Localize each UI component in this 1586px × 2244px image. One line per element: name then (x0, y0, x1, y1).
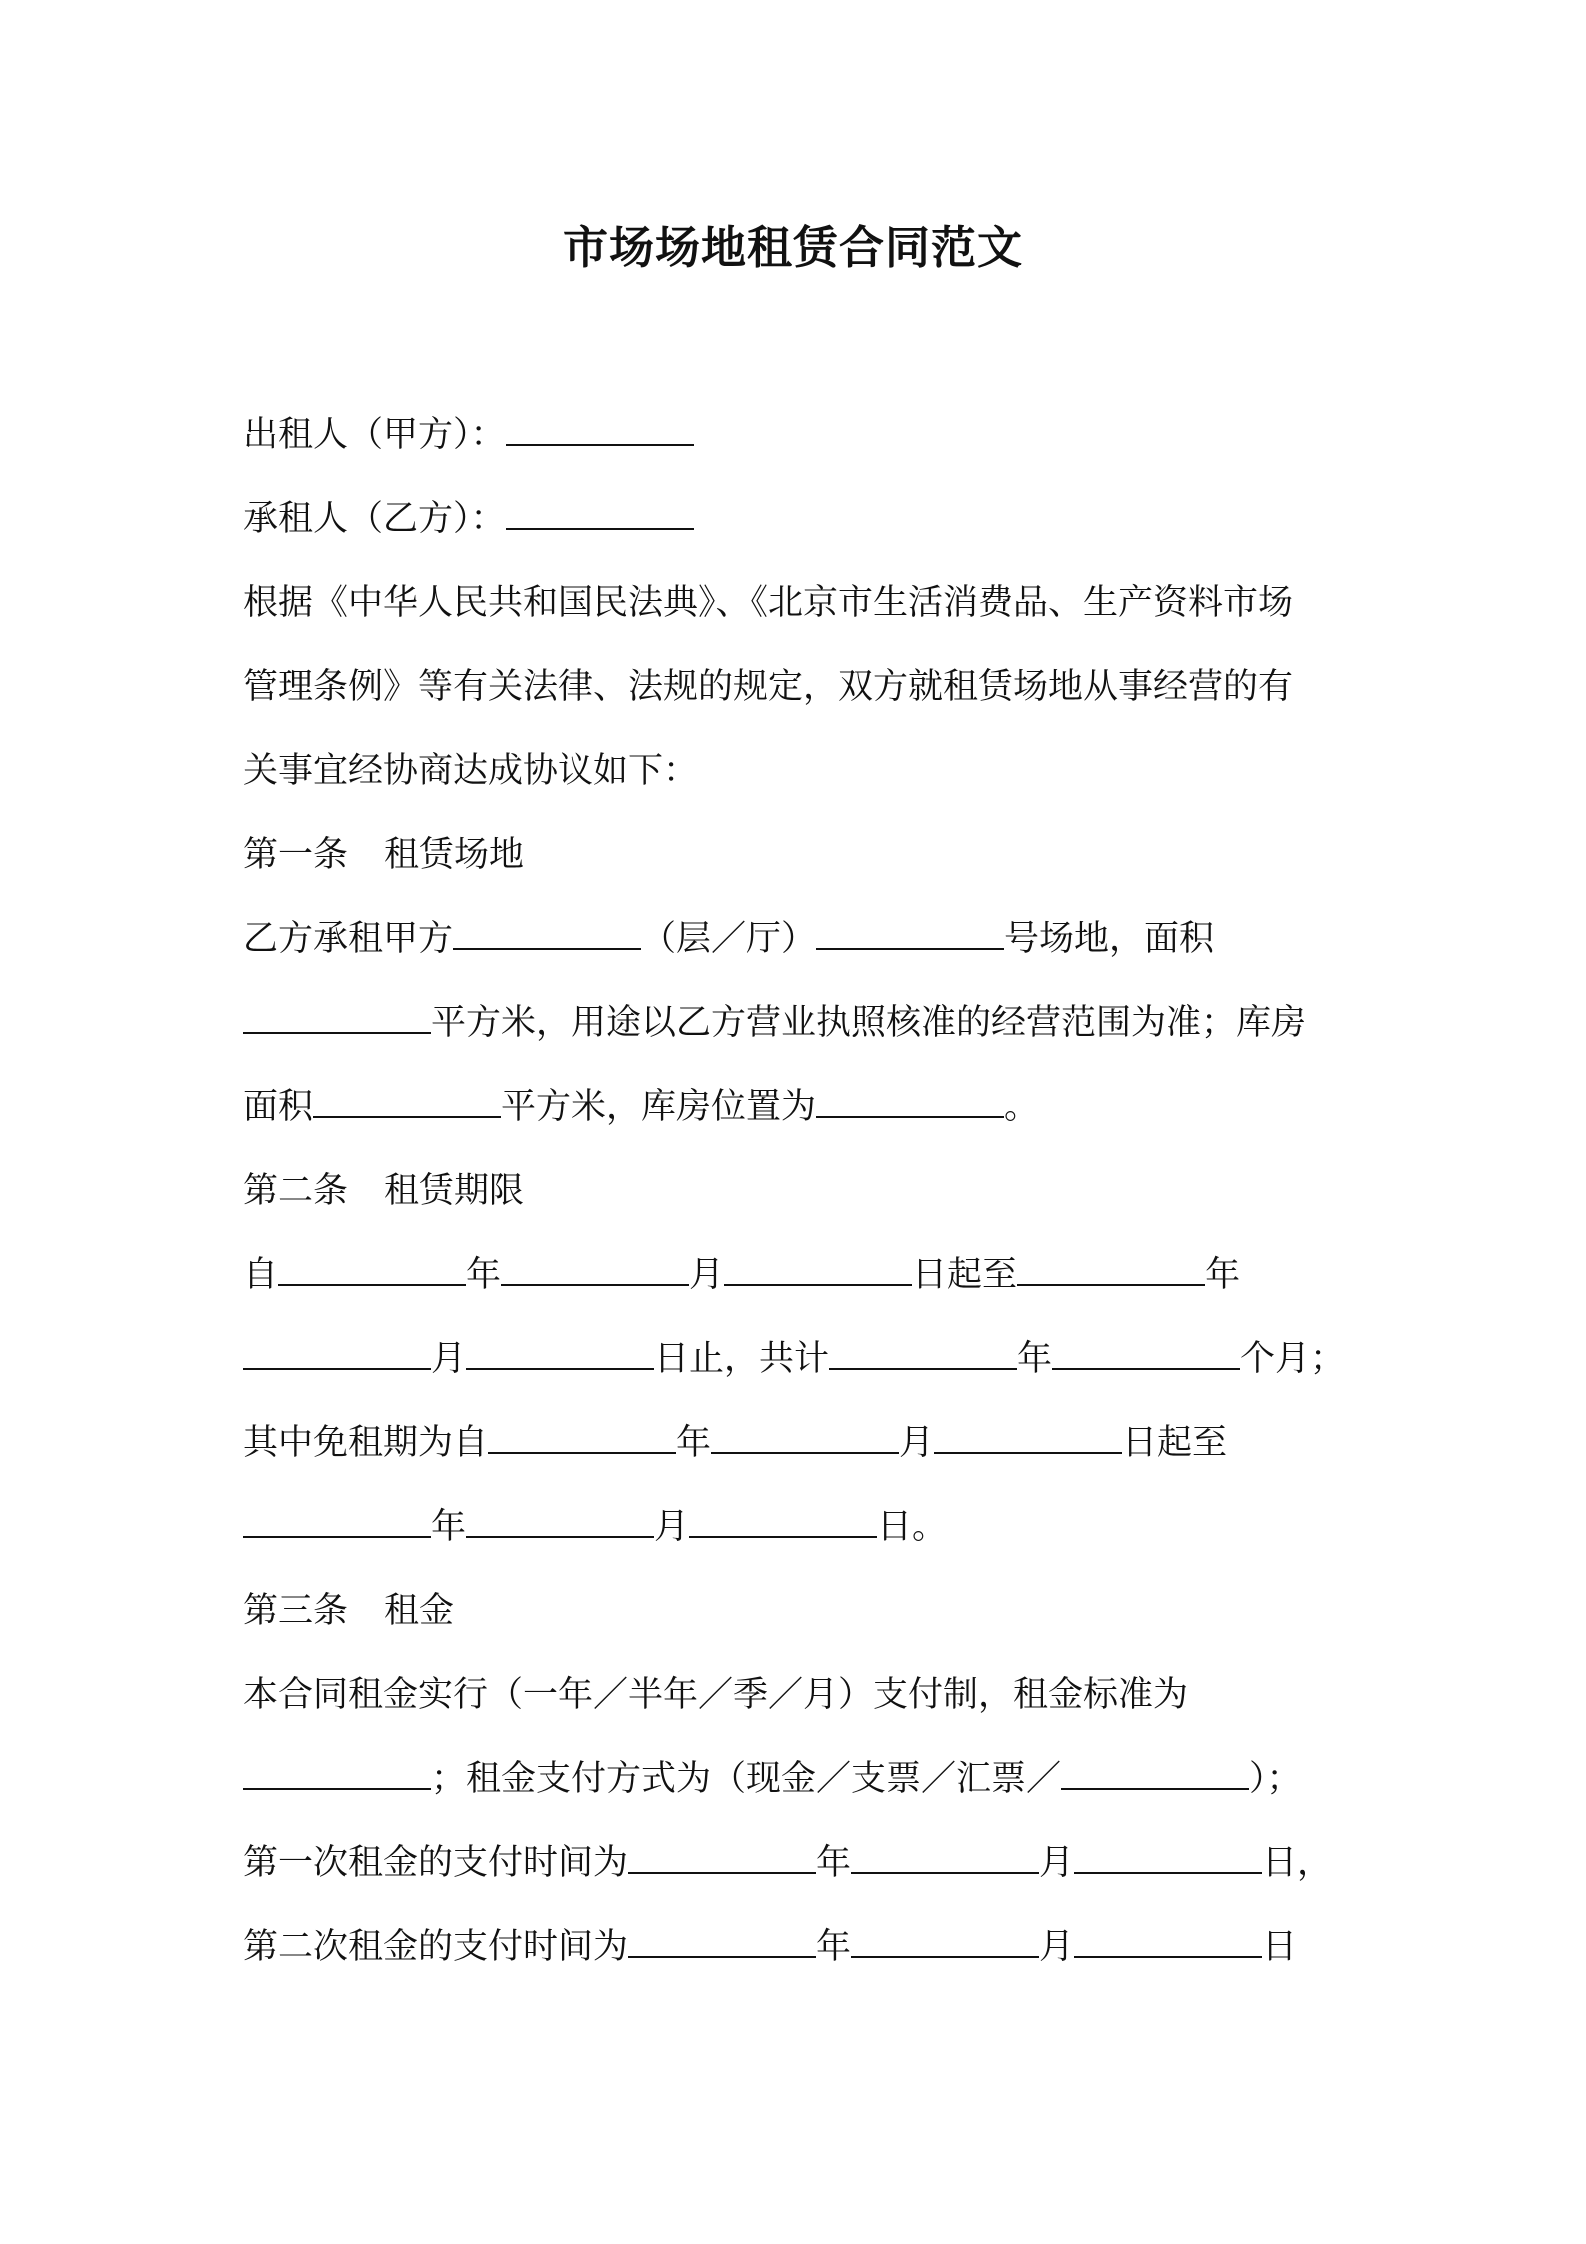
clause-text: 自 (243, 1255, 279, 1295)
article-2-line-3 (243, 1418, 1363, 1468)
clause-text: 年 (676, 1423, 712, 1463)
clause-text: 日止，共计 (654, 1339, 830, 1379)
date-blank (466, 1508, 654, 1538)
site-number-blank (816, 920, 1004, 950)
clause-text: 日。 (877, 1507, 948, 1547)
article-3-line-3 (243, 1838, 1363, 1888)
duration-months-blank (1052, 1340, 1240, 1370)
clause-text: （层／厅） (641, 919, 817, 959)
clause-text: 面积 (243, 1087, 314, 1127)
article-1-line-1 (243, 914, 1363, 964)
article-3-title: 租金 (384, 1591, 455, 1631)
date-blank (1074, 1928, 1262, 1958)
clause-text: 日起至 (1122, 1423, 1228, 1463)
preamble-line-2: 管理条例》等有关法律、法规的规定，双方就租赁场地从事经营的有 (243, 667, 1294, 707)
article-2-line-4 (243, 1502, 1363, 1552)
area-blank (243, 1004, 431, 1034)
clause-text: 月 (1039, 1927, 1075, 1967)
clause-text: 第一次租金的支付时间为 (243, 1843, 629, 1883)
date-blank (934, 1424, 1122, 1454)
clause-text: 日起至 (912, 1255, 1018, 1295)
lessee-label: 承租人（乙方）： (243, 499, 506, 539)
date-blank (628, 1928, 816, 1958)
date-blank (689, 1508, 877, 1538)
preamble-line-1: 根据《中华人民共和国民法典》、《北京市生活消费品、生产资料市场 (243, 583, 1294, 623)
clause-text: ）； (1249, 1759, 1302, 1799)
article-1-title: 租赁场地 (384, 835, 525, 875)
clause-text: 年 (816, 1927, 852, 1967)
article-2-line-1 (243, 1250, 1363, 1300)
clause-text: 第二次租金的支付时间为 (243, 1927, 629, 1967)
date-blank (851, 1844, 1039, 1874)
clause-text: 日 (1262, 1927, 1298, 1967)
article-2-number: 第二条 (243, 1171, 349, 1211)
article-1-line-3 (243, 1082, 1363, 1132)
lessee-blank (506, 500, 694, 530)
article-3-heading (243, 1586, 1363, 1636)
article-1-heading (243, 830, 1363, 880)
clause-text: 。 (1004, 1087, 1040, 1127)
clause-text: 个月； (1240, 1339, 1346, 1379)
warehouse-area-blank (313, 1088, 501, 1118)
date-blank (711, 1424, 899, 1454)
clause-text: 年 (1017, 1339, 1053, 1379)
date-blank (1017, 1256, 1205, 1286)
clause-text: ；租金支付方式为（现金／支票／汇票／ (431, 1759, 1062, 1799)
clause-text: 月 (689, 1255, 725, 1295)
article-2-heading (243, 1166, 1363, 1216)
article-3-line-2 (243, 1754, 1363, 1804)
lessee-line (243, 494, 1363, 544)
clause-text: 平方米，用途以乙方营业执照核准的经营范围为准；库房 (431, 1003, 1307, 1043)
article-3-number: 第三条 (243, 1591, 349, 1631)
date-blank (243, 1340, 431, 1370)
warehouse-location-blank (816, 1088, 1004, 1118)
article-3-line-1: 本合同租金实行（一年／半年／季／月）支付制，租金标准为 (243, 1675, 1189, 1715)
clause-text: 年 (1205, 1255, 1241, 1295)
date-blank (243, 1508, 431, 1538)
date-blank (724, 1256, 912, 1286)
clause-text: 年 (466, 1255, 502, 1295)
article-2-title: 租赁期限 (384, 1171, 525, 1211)
clause-text: 平方米，库房位置为 (501, 1087, 817, 1127)
clause-text: 年 (431, 1507, 467, 1547)
duration-years-blank (829, 1340, 1017, 1370)
article-1-line-2 (243, 998, 1363, 1048)
clause-text: 号场地，面积 (1004, 919, 1215, 959)
clause-text: 月 (431, 1339, 467, 1379)
lessor-label: 出租人（甲方）： (243, 415, 506, 455)
rent-standard-blank (243, 1760, 431, 1790)
lessor-line (243, 410, 1363, 460)
date-blank (488, 1424, 676, 1454)
clause-text: 日， (1262, 1843, 1333, 1883)
article-2-line-2 (243, 1334, 1363, 1384)
payment-method-blank (1061, 1760, 1249, 1790)
clause-text: 月 (654, 1507, 690, 1547)
document-title: 市场场地租赁合同范文 (562, 221, 1023, 274)
date-blank (466, 1340, 654, 1370)
date-blank (501, 1256, 689, 1286)
article-3-line-4 (243, 1922, 1363, 1972)
date-blank (628, 1844, 816, 1874)
date-blank (851, 1928, 1039, 1958)
date-blank (1074, 1844, 1262, 1874)
article-1-number: 第一条 (243, 835, 349, 875)
preamble-line-3: 关事宜经协商达成协议如下： (243, 751, 699, 791)
lessor-blank (506, 416, 694, 446)
date-blank (278, 1256, 466, 1286)
clause-text: 月 (1039, 1843, 1075, 1883)
floor-blank (453, 920, 641, 950)
clause-text: 乙方承租甲方 (243, 919, 454, 959)
clause-text: 其中免租期为自 (243, 1423, 489, 1463)
clause-text: 月 (899, 1423, 935, 1463)
clause-text: 年 (816, 1843, 852, 1883)
